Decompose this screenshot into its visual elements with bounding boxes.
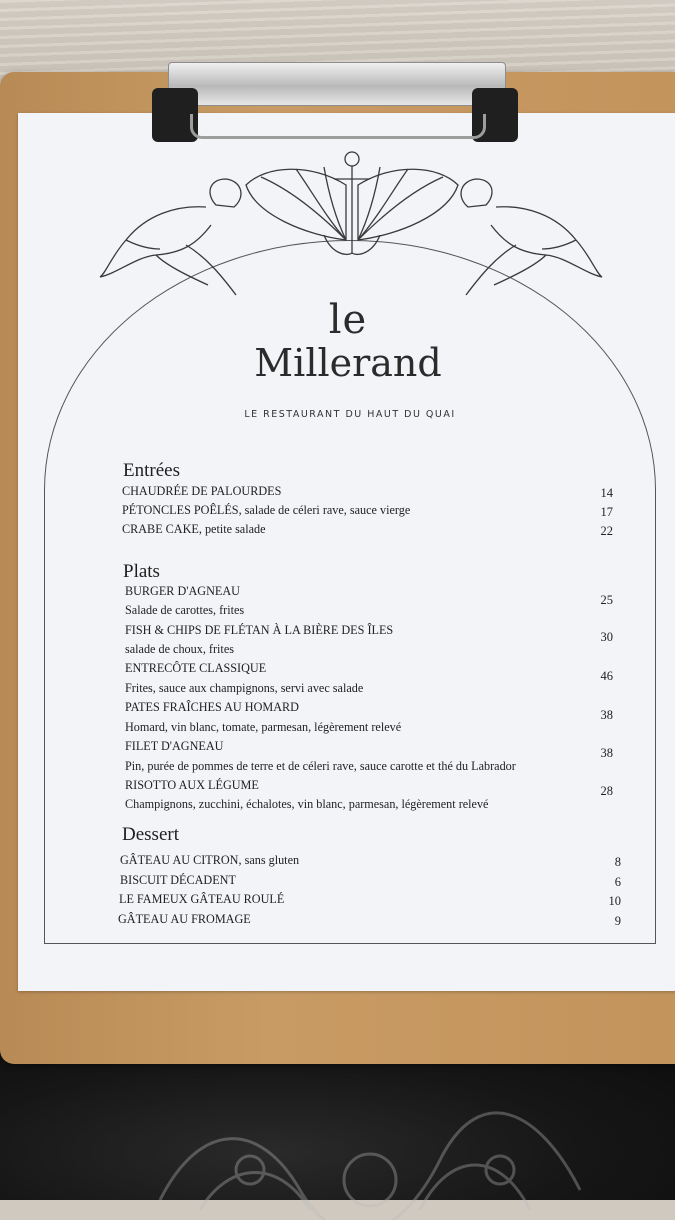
menu-item: GÂTEAU AU CITRON, sans gluten — [120, 853, 300, 867]
menu-item: RISOTTO AUX LÉGUME — [125, 778, 259, 792]
menu-item: GÂTEAU AU FROMAGE — [118, 912, 251, 926]
menu-item: BISCUIT DÉCADENT — [120, 873, 236, 887]
menu-item-desc: salade de choux, frites — [125, 642, 234, 656]
dark-fabric — [0, 1040, 675, 1200]
tagline: LE RESTAURANT DU HAUT DU QUAI — [244, 409, 456, 420]
menu-item: CRABE CAKE, petite salade — [122, 522, 266, 536]
menu-item-price: 25 — [600, 593, 613, 607]
menu-item-price: 46 — [600, 669, 613, 683]
clipboard-clip — [150, 58, 520, 148]
menu-item-price: 38 — [600, 746, 613, 760]
menu-item: PATES FRAÎCHES AU HOMARD — [125, 700, 299, 714]
menu-item-desc: Homard, vin blanc, tomate, parmesan, légèrement relevé — [125, 720, 402, 734]
section-title-plats: Plats — [123, 561, 160, 582]
section-title-dessert: Dessert — [122, 824, 179, 845]
menu-item-desc: Frites, sauce aux champignons, servi avec salade — [125, 681, 364, 695]
menu-item: CHAUDRÉE DE PALOURDES — [122, 484, 282, 498]
menu-item-price: 14 — [600, 486, 613, 500]
menu-item-price: 10 — [608, 894, 621, 908]
menu-item: ENTRECÔTE CLASSIQUE — [125, 661, 267, 675]
menu-item: FILET D'AGNEAU — [125, 739, 224, 753]
menu-item-price: 22 — [600, 524, 613, 538]
menu-item-price: 9 — [614, 914, 621, 928]
menu-item-desc: Champignons, zucchini, échalotes, vin blanc, parmesan, légèrement relevé — [125, 797, 489, 811]
restaurant-logo — [238, 297, 458, 400]
logo-le: le — [328, 297, 368, 343]
menu-item-desc: Pin, purée de pommes de terre et de céleri rave, sauce carotte et thé du Labrador — [125, 759, 516, 773]
menu-item-price: 38 — [600, 708, 613, 722]
menu-item-price: 17 — [600, 505, 613, 519]
menu-item: BURGER D'AGNEAU — [125, 584, 240, 598]
section-title-entrees: Entrées — [123, 460, 180, 481]
menu-item: LE FAMEUX GÂTEAU ROULÉ — [119, 892, 285, 906]
logo-name: Millerand — [254, 341, 442, 385]
menu-item-price: 6 — [614, 875, 621, 889]
menu-item-price: 30 — [600, 630, 613, 644]
menu-item-price: 8 — [614, 855, 621, 869]
menu-item-price: 28 — [600, 784, 613, 798]
anchor-shell-ornament-icon — [96, 145, 606, 305]
fabric-pattern-icon — [140, 1100, 600, 1220]
menu-item-desc: Salade de carottes, frites — [125, 603, 245, 617]
menu-item: FISH & CHIPS DE FLÉTAN À LA BIÈRE DES ÎLES — [125, 623, 394, 637]
menu-item: PÉTONCLES POÊLÉS, salade de céleri rave, sauce vierge — [122, 503, 411, 517]
